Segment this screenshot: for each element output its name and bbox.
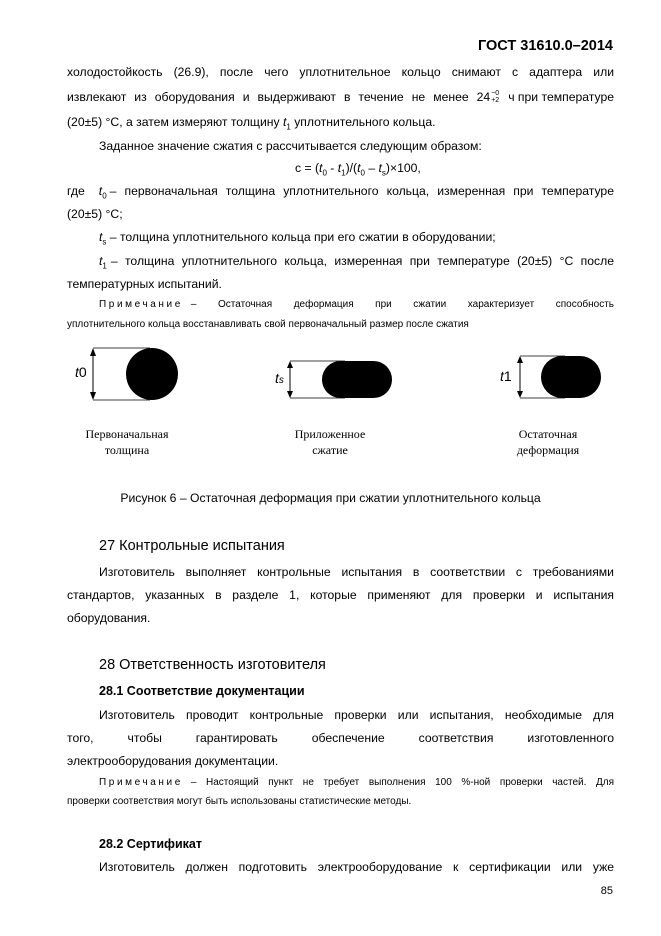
variable: t <box>98 184 103 198</box>
tolerance-upper: −0 <box>491 90 500 97</box>
figure-caption-compression <box>270 426 390 458</box>
tolerance-lower: +2 <box>491 97 500 104</box>
residual-deformation-diagram <box>517 356 601 398</box>
subscript: s <box>102 237 107 247</box>
subscript: 1 <box>503 368 512 384</box>
paragraph-text: – первоначальная толщина уплотнительного кольца, измеренная при температуре <box>109 184 614 198</box>
paragraph-line <box>99 253 614 274</box>
ring-cross-section-residual <box>541 356 601 398</box>
note-line: уплотнительного кольца восстанавливать свой первоначальный размер после сжатия <box>67 319 469 330</box>
variable: t <box>357 161 361 175</box>
formula-text: )/( <box>345 161 358 175</box>
subsection-heading: 28.1 Соответствие документации <box>99 684 305 698</box>
variable: t <box>337 161 342 175</box>
compression-diagram <box>287 361 392 398</box>
subscript: s <box>381 168 386 178</box>
figure-caption-residual <box>488 426 608 458</box>
note-text: – Настоящий пункт не требует выполнения 100 %-ной проверки частей. Для <box>190 777 614 788</box>
subsection-heading: 28.2 Сертификат <box>99 837 203 851</box>
paragraph-line: Изготовитель проводит контрольные проверки или испытания, необходимые для <box>99 708 614 722</box>
initial-thickness-diagram <box>90 348 178 400</box>
note-label: Примечание <box>99 299 183 310</box>
tolerance-fraction <box>491 90 499 104</box>
subscript: 1 <box>286 122 291 132</box>
paragraph-line: Изготовитель должен подготовить электрооборудование к сертификации или уже <box>99 860 614 874</box>
paragraph-line: электрооборудования документации. <box>67 754 279 768</box>
variable: t <box>378 161 382 175</box>
paragraph-line <box>99 229 496 250</box>
note-line: проверки соответствия могут быть использованы статистические методы. <box>67 796 412 807</box>
paragraph-line: (20±5) °С; <box>67 207 123 221</box>
formula-text: c = ( <box>295 161 320 175</box>
paragraph-text: ч при температуре <box>508 90 614 104</box>
paragraph-line <box>67 114 436 135</box>
note-line <box>99 776 614 789</box>
section-heading: 28 Ответственность изготовителя <box>99 657 326 673</box>
paragraph-text: (20±5) °С, а затем измеряют толщину <box>67 115 283 129</box>
page-number: 85 <box>600 885 613 897</box>
formula-text: – <box>364 161 379 175</box>
doc-code-header: ГОСТ 31610.0–2014 <box>477 38 613 54</box>
caption-line: сжатие <box>312 443 348 457</box>
subscript: 1 <box>102 261 107 271</box>
figure-label-t0 <box>75 364 87 380</box>
caption-line: Приложенное <box>294 427 366 441</box>
paragraph-text: извлекают из оборудования и выдерживают в течение не менее 24 <box>67 90 491 104</box>
caption-line: толщина <box>104 443 150 457</box>
figure-diagram <box>60 338 620 418</box>
figure-label-t1 <box>500 368 512 384</box>
paragraph-line: Заданное значение сжатия с рассчитывается следующим образом: <box>99 139 482 153</box>
paragraph-line: Изготовитель выполняет контрольные испытания в соответствии с требованиями <box>99 565 614 579</box>
paragraph-text: где <box>67 184 85 198</box>
ring-cross-section-initial <box>126 348 178 400</box>
ring-cross-section-compressed <box>322 361 392 398</box>
variable: t <box>99 254 103 268</box>
formula <box>295 160 421 181</box>
paragraph-line: того, чтобы гарантировать обеспечение соответствия изготовленного <box>67 731 614 745</box>
subscript: 1 <box>341 168 346 178</box>
variable: t <box>319 161 323 175</box>
caption-line: деформация <box>516 443 580 457</box>
paragraph-line <box>67 183 614 204</box>
paragraph-text: уплотнительного кольца. <box>290 115 436 129</box>
paragraph-line: холодостойкость (26.9), после чего уплотнительное кольцо снимают с адаптера или <box>67 65 614 79</box>
subscript: 0 <box>322 168 327 178</box>
variable: t <box>275 370 279 386</box>
paragraph-line: оборудования. <box>67 611 151 625</box>
paragraph-text: – толщина уплотнительного кольца при его сжатии в оборудовании; <box>109 230 496 244</box>
formula-text: )×100, <box>385 161 421 175</box>
formula-text: - <box>326 161 338 175</box>
figure-label-ts <box>275 370 284 386</box>
subscript: 0 <box>102 191 107 201</box>
variable: t <box>282 115 287 129</box>
section-heading: 27 Контрольные испытания <box>99 538 285 554</box>
subscript: s <box>278 375 284 386</box>
note-text: – Остаточная деформация при сжатии характеризует способность <box>190 299 614 310</box>
note-line <box>99 298 614 311</box>
subscript: 0 <box>360 168 365 178</box>
variable: t <box>99 230 103 244</box>
figure-caption-initial <box>67 426 187 458</box>
paragraph-line <box>67 89 614 105</box>
caption-line: Первоначальная <box>85 427 169 441</box>
note-label: Примечание <box>99 777 183 788</box>
caption-line: Остаточная <box>518 427 578 441</box>
paragraph-text: – толщина уплотнительного кольца, измеренная при температуре (20±5) °С после <box>110 254 614 268</box>
figure-title: Рисунок 6 – Остаточная деформация при сжатии уплотнительного кольца <box>120 491 541 505</box>
variable: t <box>75 364 79 380</box>
subscript: 0 <box>78 364 87 380</box>
variable: t <box>500 368 504 384</box>
paragraph-line: стандартов, указанных в разделе 1, которые применяют для проверки и испытания <box>67 588 614 602</box>
paragraph-line: температурных испытаний. <box>67 277 222 291</box>
